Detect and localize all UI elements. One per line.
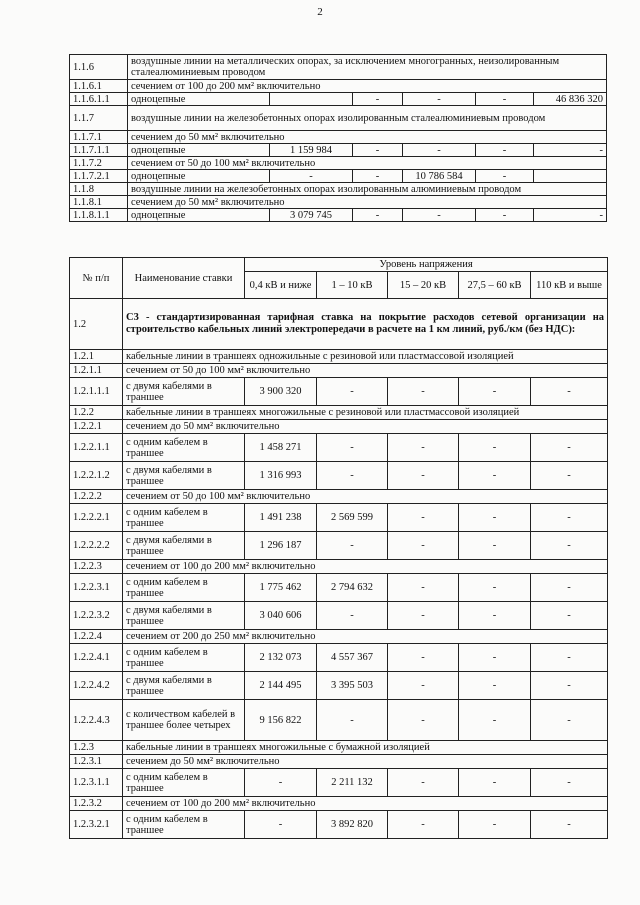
- rate-value: -: [353, 93, 403, 106]
- row-code: 1.2.2.2.1: [70, 504, 123, 532]
- table-row: [70, 602, 608, 630]
- row-description: кабельные линии в траншеях многожильные с резиновой или пластмассовой изоляцией: [123, 406, 608, 420]
- row-code: 1.1.6.1.1: [70, 93, 128, 106]
- table-row: [70, 93, 607, 106]
- rate-value: -: [531, 462, 608, 490]
- rate-value: -: [459, 532, 531, 560]
- table-row: [70, 131, 607, 144]
- rate-value: -: [388, 504, 459, 532]
- rate-value: -: [531, 378, 608, 406]
- row-code: 1.2.3.2.1: [70, 811, 123, 839]
- row-code: 1.2.2.4.1: [70, 644, 123, 672]
- row-name: с одним кабелем в траншее: [123, 769, 245, 797]
- row-code: 1.2.1.1: [70, 364, 123, 378]
- rates-table-overhead-lines: [69, 54, 607, 222]
- rate-value: 46 836 320: [534, 93, 607, 106]
- row-code: 1.2.3.1: [70, 755, 123, 769]
- table-row: [70, 170, 607, 183]
- row-description: сечением до 50 мм² включительно: [128, 131, 607, 144]
- row-name: с двумя кабелями в траншее: [123, 602, 245, 630]
- header-level: 0,4 кВ и ниже: [245, 272, 317, 299]
- rate-value: -: [476, 93, 534, 106]
- rate-value: -: [459, 462, 531, 490]
- row-description: сечением до 50 мм² включительно: [128, 196, 607, 209]
- rate-value: 10 786 584: [403, 170, 476, 183]
- rate-value: 3 900 320: [245, 378, 317, 406]
- rate-value: -: [476, 209, 534, 222]
- rate-value: -: [459, 700, 531, 741]
- table-row: [70, 183, 607, 196]
- table-row: [70, 504, 608, 532]
- row-name: с одним кабелем в траншее: [123, 434, 245, 462]
- row-code: 1.2.3: [70, 741, 123, 755]
- row-description: кабельные линии в траншеях многожильные с бумажной изоляцией: [123, 741, 608, 755]
- rate-value: -: [388, 769, 459, 797]
- row-code: 1.1.8.1: [70, 196, 128, 209]
- table-row: [70, 560, 608, 574]
- table-row: [70, 406, 608, 420]
- row-code: 1.2.2.3: [70, 560, 123, 574]
- row-code: 1.2.2.1: [70, 420, 123, 434]
- rate-value: -: [459, 769, 531, 797]
- table-row: [70, 797, 608, 811]
- table-row: [70, 741, 608, 755]
- rate-value: -: [353, 209, 403, 222]
- rate-value: -: [388, 574, 459, 602]
- row-code: 1.2.2.3.2: [70, 602, 123, 630]
- rates-table-cable-lines: [69, 257, 608, 839]
- table-row: [70, 144, 607, 157]
- section-title: С3 - стандартизированная тарифная ставка на покрытие расходов сетевой организации на строительство кабельных линий электропередачи в расчете на 1 км линий, руб./км (без НДС):: [123, 299, 608, 350]
- rate-value: 1 775 462: [245, 574, 317, 602]
- rate-value: -: [531, 602, 608, 630]
- table-row: [70, 755, 608, 769]
- table-row: [70, 350, 608, 364]
- rate-value: -: [476, 170, 534, 183]
- row-code: 1.1.6.1: [70, 80, 128, 93]
- rate-value: -: [270, 170, 353, 183]
- rate-value: -: [531, 574, 608, 602]
- rate-value: -: [534, 144, 607, 157]
- table-row: [70, 644, 608, 672]
- rate-value: [534, 170, 607, 183]
- table-row: [70, 630, 608, 644]
- row-code: 1.1.7.2: [70, 157, 128, 170]
- rate-value: [270, 93, 353, 106]
- row-name: одноцепные: [128, 93, 270, 106]
- rate-value: -: [403, 209, 476, 222]
- table-row: [70, 364, 608, 378]
- rate-value: -: [388, 672, 459, 700]
- row-description: сечением от 50 до 100 мм² включительно: [128, 157, 607, 170]
- rate-value: -: [459, 504, 531, 532]
- row-description: воздушные линии на железобетонных опорах изолированным алюминиевым проводом: [128, 183, 607, 196]
- rate-value: 9 156 822: [245, 700, 317, 741]
- header-voltage-level: Уровень напряжения: [245, 258, 608, 272]
- rate-value: -: [459, 644, 531, 672]
- row-code: 1.2.2.2.2: [70, 532, 123, 560]
- row-code: 1.1.7: [70, 106, 128, 131]
- rate-value: -: [388, 434, 459, 462]
- row-description: сечением от 100 до 200 мм² включительно: [123, 560, 608, 574]
- row-code: 1.2.2.1.1: [70, 434, 123, 462]
- rate-value: -: [317, 462, 388, 490]
- rate-value: 2 132 073: [245, 644, 317, 672]
- table-row: [70, 55, 607, 80]
- row-name: одноцепные: [128, 144, 270, 157]
- rate-value: -: [459, 574, 531, 602]
- rate-value: 4 557 367: [317, 644, 388, 672]
- rate-value: -: [403, 93, 476, 106]
- row-code: 1.1.6: [70, 55, 128, 80]
- row-description: сечением до 50 мм² включительно: [123, 755, 608, 769]
- row-code: 1.2.2: [70, 406, 123, 420]
- rate-value: -: [388, 644, 459, 672]
- header-rate-name: Наименование ставки: [123, 258, 245, 299]
- row-name: с одним кабелем в траншее: [123, 811, 245, 839]
- row-name: с двумя кабелями в траншее: [123, 672, 245, 700]
- row-code: 1.1.7.1.1: [70, 144, 128, 157]
- row-code: 1.2.3.2: [70, 797, 123, 811]
- rate-value: -: [388, 462, 459, 490]
- table-row: [70, 434, 608, 462]
- row-code: 1.2.2.4: [70, 630, 123, 644]
- rate-value: -: [459, 378, 531, 406]
- table-row: [70, 574, 608, 602]
- row-code: 1.2.2.4.2: [70, 672, 123, 700]
- row-name: одноцепные: [128, 170, 270, 183]
- row-name: с количеством кабелей в траншее более четырех: [123, 700, 245, 741]
- row-code: 1.2.2.2: [70, 490, 123, 504]
- table-row: [70, 420, 608, 434]
- table-row: [70, 462, 608, 490]
- rate-value: -: [353, 144, 403, 157]
- rate-value: -: [245, 811, 317, 839]
- rate-value: -: [317, 532, 388, 560]
- table-row: [70, 490, 608, 504]
- table-row: [70, 700, 608, 741]
- row-code: 1.1.8.1.1: [70, 209, 128, 222]
- rate-value: -: [531, 532, 608, 560]
- rate-value: -: [388, 532, 459, 560]
- row-description: воздушные линии на железобетонных опорах изолированным сталеалюминиевым проводом: [128, 106, 607, 131]
- row-code: 1.1.8: [70, 183, 128, 196]
- table-row: [70, 106, 607, 131]
- rate-value: -: [317, 700, 388, 741]
- rate-value: 2 211 132: [317, 769, 388, 797]
- rate-value: -: [388, 700, 459, 741]
- rate-value: -: [531, 769, 608, 797]
- rate-value: 1 159 984: [270, 144, 353, 157]
- rate-value: -: [459, 434, 531, 462]
- rate-value: 2 794 632: [317, 574, 388, 602]
- row-name: с двумя кабелями в траншее: [123, 462, 245, 490]
- row-name: одноцепные: [128, 209, 270, 222]
- rate-value: -: [317, 378, 388, 406]
- row-code: 1.2.1.1.1: [70, 378, 123, 406]
- rate-value: -: [459, 811, 531, 839]
- rate-value: 1 458 271: [245, 434, 317, 462]
- header-level: 27,5 – 60 кВ: [459, 272, 531, 299]
- rate-value: 1 296 187: [245, 532, 317, 560]
- rate-value: 1 491 238: [245, 504, 317, 532]
- row-code: 1.1.7.2.1: [70, 170, 128, 183]
- row-name: с двумя кабелями в траншее: [123, 378, 245, 406]
- rate-value: 1 316 993: [245, 462, 317, 490]
- row-code: 1.2.2.1.2: [70, 462, 123, 490]
- table-row: [70, 157, 607, 170]
- rate-value: 3 395 503: [317, 672, 388, 700]
- rate-value: -: [534, 209, 607, 222]
- rate-value: -: [531, 644, 608, 672]
- table-row: [70, 80, 607, 93]
- rate-value: 2 569 599: [317, 504, 388, 532]
- row-code: 1.2.1: [70, 350, 123, 364]
- row-code: 1.2.2.4.3: [70, 700, 123, 741]
- section-code: 1.2: [70, 299, 123, 350]
- table-row: [70, 672, 608, 700]
- row-description: сечением от 50 до 100 мм² включительно: [123, 364, 608, 378]
- rate-value: -: [531, 700, 608, 741]
- rate-value: 3 892 820: [317, 811, 388, 839]
- row-code: 1.2.2.3.1: [70, 574, 123, 602]
- page-number: 2: [317, 6, 323, 18]
- row-code: 1.2.3.1.1: [70, 769, 123, 797]
- row-description: кабельные линии в траншеях одножильные с резиновой или пластмассовой изоляцией: [123, 350, 608, 364]
- table-row: [70, 196, 607, 209]
- header-level: 1 – 10 кВ: [317, 272, 388, 299]
- row-description: сечением от 100 до 200 мм² включительно: [123, 797, 608, 811]
- section-row: [70, 299, 608, 350]
- row-description: воздушные линии на металлических опорах, за исключением многогранных, неизолированным сталеалюминиевым проводом: [128, 55, 607, 80]
- rate-value: -: [245, 769, 317, 797]
- row-name: с одним кабелем в траншее: [123, 504, 245, 532]
- rate-value: -: [388, 602, 459, 630]
- row-description: сечением от 50 до 100 мм² включительно: [123, 490, 608, 504]
- rate-value: -: [531, 434, 608, 462]
- row-name: с одним кабелем в траншее: [123, 574, 245, 602]
- table-row: [70, 532, 608, 560]
- row-description: сечением от 200 до 250 мм² включительно: [123, 630, 608, 644]
- rate-value: -: [459, 602, 531, 630]
- rate-value: -: [388, 378, 459, 406]
- table-row: [70, 769, 608, 797]
- rate-value: -: [531, 504, 608, 532]
- row-description: сечением от 100 до 200 мм² включительно: [128, 80, 607, 93]
- rate-value: 3 040 606: [245, 602, 317, 630]
- rate-value: -: [317, 434, 388, 462]
- rate-value: -: [531, 811, 608, 839]
- header-number: № п/п: [70, 258, 123, 299]
- table-row: [70, 811, 608, 839]
- rate-value: 2 144 495: [245, 672, 317, 700]
- header-level: 15 – 20 кВ: [388, 272, 459, 299]
- rate-value: 3 079 745: [270, 209, 353, 222]
- row-code: 1.1.7.1: [70, 131, 128, 144]
- rate-value: -: [388, 811, 459, 839]
- header-level: 110 кВ и выше: [531, 272, 608, 299]
- row-name: с одним кабелем в траншее: [123, 644, 245, 672]
- rate-value: -: [459, 672, 531, 700]
- rate-value: -: [317, 602, 388, 630]
- rate-value: -: [403, 144, 476, 157]
- row-description: сечением до 50 мм² включительно: [123, 420, 608, 434]
- row-name: с двумя кабелями в траншее: [123, 532, 245, 560]
- table-row: [70, 209, 607, 222]
- rate-value: -: [476, 144, 534, 157]
- table-row: [70, 378, 608, 406]
- rate-value: -: [531, 672, 608, 700]
- rate-value: -: [353, 170, 403, 183]
